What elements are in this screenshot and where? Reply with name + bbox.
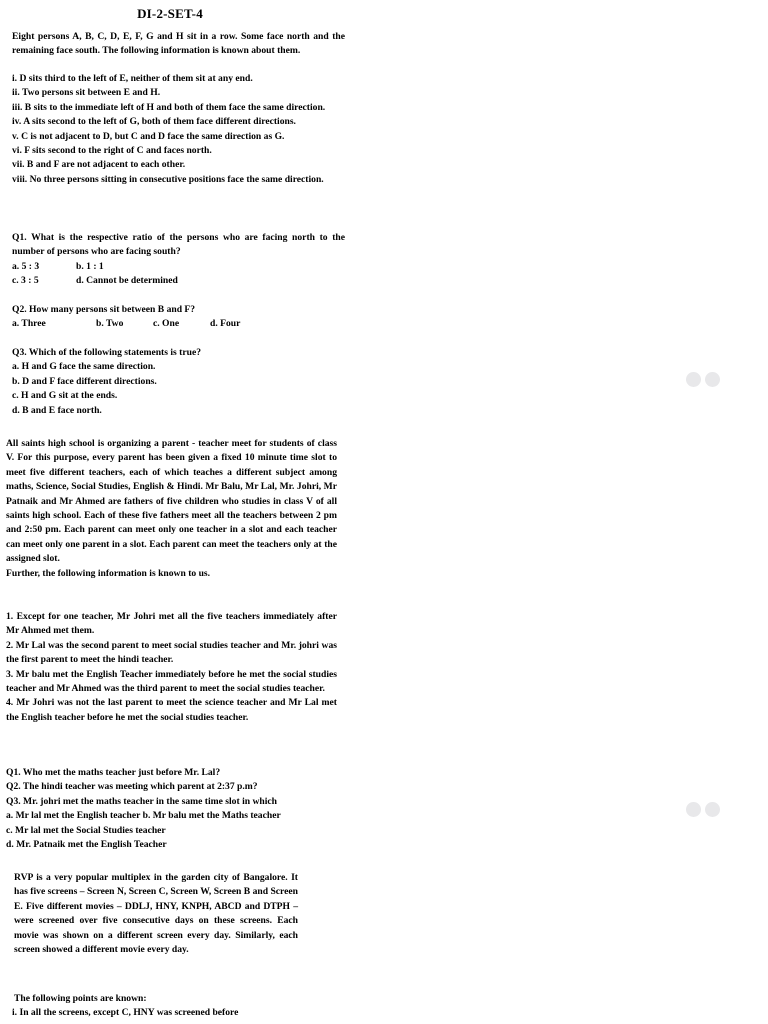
set2-q3-option-ab: a. Mr lal met the English teacher b. Mr balu met the Maths teacher: [6, 810, 281, 822]
clue-7: vii. B and F are not adjacent to each other.: [12, 159, 186, 171]
page-indicator-dots-top: [686, 372, 720, 387]
set1-q3: [12, 346, 345, 418]
q3-option-a: a. H and G face the same direction.: [12, 361, 156, 373]
set2-q3: Q3. Mr. johri met the maths teacher in the same time slot in which: [6, 795, 277, 807]
set2-q1: Q1. Who met the maths teacher just before Mr. Lal?: [6, 767, 221, 778]
q3-option-d: d. B and E face north.: [12, 404, 102, 416]
set2-q3-option-d: d. Mr. Patnaik met the English Teacher: [6, 839, 167, 851]
set1-clues: [12, 72, 345, 187]
q2-option-d: d. Four: [210, 318, 241, 330]
clue-2: ii. Two persons sit between E and H.: [12, 87, 161, 99]
q3-text: Q3. Which of the following statements is true?: [12, 347, 202, 358]
set2-further: Further, the following information is known to us.: [6, 567, 211, 579]
set2-clue-1: 1. Except for one teacher, Mr Johri met all the five teachers immediately after Mr Ahmed met them.: [6, 611, 337, 637]
set2-q2: Q2. The hindi teacher was meeting which parent at 2:37 p.m?: [6, 781, 258, 793]
indicator-dot: [705, 802, 720, 817]
set2-clue-3: 3. Mr balu met the English Teacher immediately before he met the social studies teacher and Mr Ahmed was the third parent to meet the social studies teacher.: [6, 668, 337, 695]
q1-option-b: b. 1 : 1: [76, 260, 104, 272]
set3-intro: RVP is a very popular multiplex in the garden city of Bangalore. It has five screens – Screen N, Screen C, Screen W, Screen B and Screen E. Five different movies – DDLJ, HNY, KNPH, ABCD and DTPH – were screened over five consecutive days on these screens. Each movie was shown on a different screen every day. Similarly, each screen showed a different movie every day.: [14, 872, 298, 956]
clue-4: iv. A sits second to the left of G, both of them face different directions.: [12, 116, 296, 128]
clue-5: v. C is not adjacent to D, but C and D face the same direction as G.: [12, 130, 285, 142]
q2-options: [12, 317, 345, 331]
q3-option-c: c. H and G sit at the ends.: [12, 390, 118, 402]
set3-points-heading: The following points are known:: [14, 993, 147, 1004]
page-title: DI-2-SET-4: [137, 6, 203, 21]
set2-intro-block: [6, 437, 337, 581]
set1-intro: Eight persons A, B, C, D, E, F, G and H sit in a row. Some face north and the remaining face south. The following information is known about them.: [12, 31, 345, 57]
set2-clues: [6, 610, 337, 725]
set1-q1: [12, 231, 345, 289]
q1-text: Q1. What is the respective ratio of the persons who are facing north to the number of persons who are facing south?: [12, 232, 345, 258]
set1-q2: [12, 303, 345, 332]
q1-options-row2: [12, 274, 345, 288]
set2-intro: All saints high school is organizing a parent - teacher meet for students of class V. For this purpose, every parent has been given a fixed 10 minute time slot to meet five different teachers, each of which teaches a different subject among maths, Science, Social Studies, English & Hindi. Mr Balu, Mr Lal, Mr. Johri, Mr Patnaik and Mr Ahmed are fathers of five children who studies in class V of all saints high school. Each of these five fathers meet all the teachers between 2 pm and 2:50 pm. Each parent can meet only one teacher in a slot and each teacher can meet only one parent in a slot. Each parent can meet the teachers only at the assigned slot.: [6, 438, 337, 565]
clue-6: vi. F sits second to the right of C and faces north.: [12, 145, 212, 157]
indicator-dot: [705, 372, 720, 387]
clue-8: viii. No three persons sitting in consecutive positions face the same direction.: [12, 173, 324, 185]
set2-clue-2: 2. Mr Lal was the second parent to meet social studies teacher and Mr. johri was the first parent to meet the hindi teacher.: [6, 639, 337, 666]
q1-option-d: d. Cannot be determined: [76, 275, 178, 287]
q2-option-c: c. One: [153, 318, 180, 330]
set2-clue-4: 4. Mr Johri was not the last parent to meet the science teacher and Mr Lal met the English teacher before he met the social studies teacher.: [6, 697, 337, 723]
clue-3: iii. B sits to the immediate left of H and both of them face the same direction.: [12, 101, 326, 113]
q2-text: Q2. How many persons sit between B and F?: [12, 304, 196, 315]
set2-q3-option-c: c. Mr lal met the Social Studies teacher: [6, 824, 166, 836]
page-indicator-dots-bottom: [686, 802, 720, 817]
clue-1: i. D sits third to the left of E, neither of them sit at any end.: [12, 73, 253, 84]
indicator-dot: [686, 372, 701, 387]
q2-option-b: b. Two: [96, 318, 124, 330]
set3: [14, 871, 298, 957]
q1-option-c: c. 3 : 5: [12, 275, 39, 287]
indicator-dot: [686, 802, 701, 817]
set2-questions: [6, 766, 337, 852]
set3-point-1: i. In all the screens, except C, HNY was screened before: [12, 1007, 239, 1019]
q1-option-a: a. 5 : 3: [12, 260, 40, 272]
q3-option-b: b. D and F face different directions.: [12, 375, 157, 387]
q2-option-a: a. Three: [12, 318, 46, 330]
set3-points: [14, 992, 298, 1021]
q1-options-row1: [12, 260, 345, 274]
